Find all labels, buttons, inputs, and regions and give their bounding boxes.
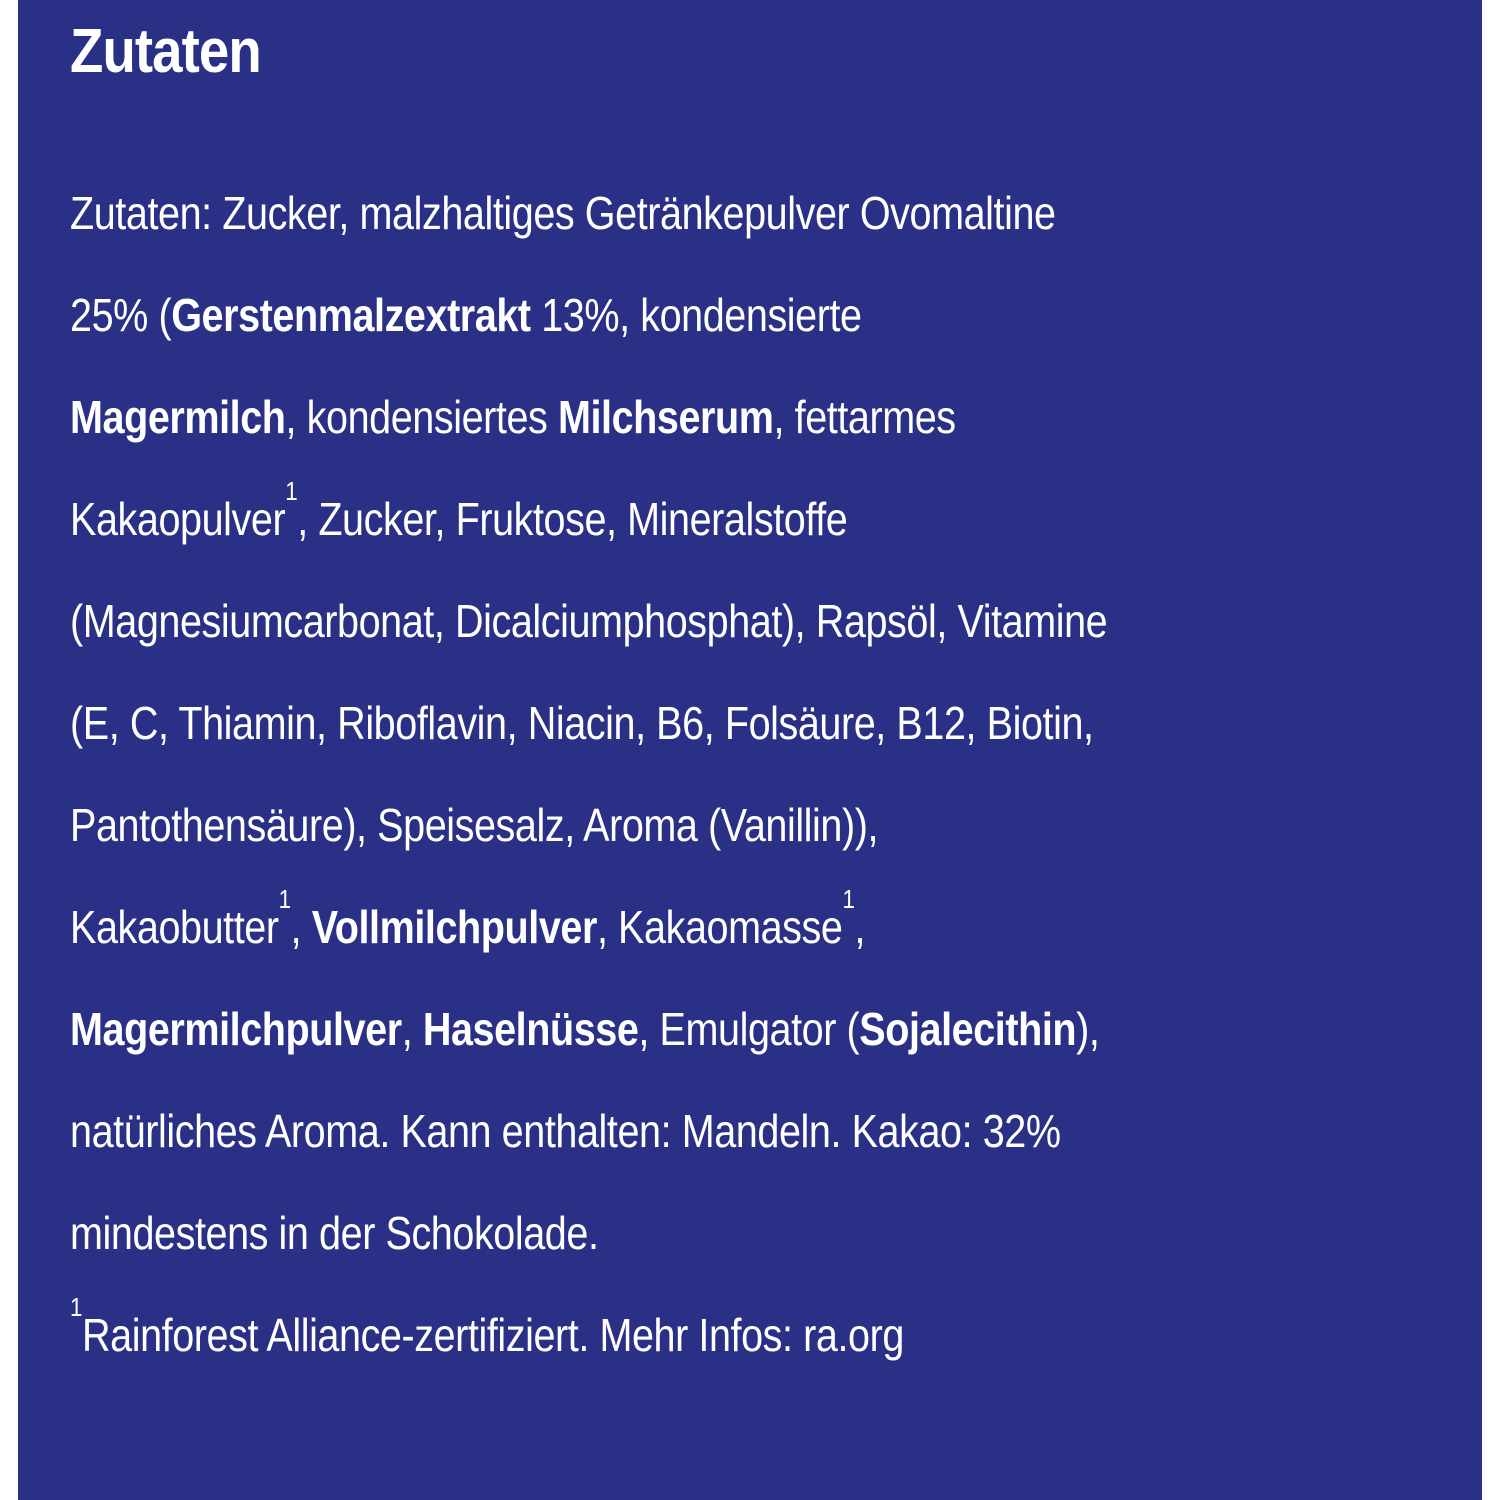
ingredients-line-8 — [70, 876, 1265, 978]
footnote-text: Rainforest Alliance-zertifiziert. Mehr Infos: ra.org — [82, 1309, 904, 1361]
text-run: ), — [1076, 1003, 1100, 1055]
text-run: , — [401, 1003, 423, 1055]
text-run: , — [854, 901, 866, 953]
allergen-highlight: Sojalecithin — [859, 1003, 1077, 1055]
ingredients-line-5 — [70, 570, 1265, 672]
section-heading: Zutaten — [70, 17, 261, 86]
text-run: 13%, kondensierte — [530, 289, 862, 341]
ingredients-line-4 — [70, 468, 1265, 570]
footnote-marker: 1 — [70, 1292, 83, 1322]
text-run: (E, C, Thiamin, Riboflavin, Niacin, B6, Folsäure, B12, Biotin, — [70, 697, 1094, 749]
text-run: 25% ( — [70, 289, 172, 341]
ingredients-line-6 — [70, 672, 1265, 774]
ingredients-text — [70, 162, 1265, 1386]
text-run: , kondensiertes — [285, 391, 558, 443]
allergen-highlight: Magermilchpulver — [70, 1003, 402, 1055]
text-run: , Emulgator ( — [638, 1003, 860, 1055]
allergen-highlight: Gerstenmalzextrakt — [171, 289, 531, 341]
ingredients-line-11 — [70, 1182, 1265, 1284]
text-run: , Kakaomasse — [596, 901, 843, 953]
footnote-marker: 1 — [285, 476, 298, 506]
allergen-highlight: Milchserum — [557, 391, 774, 443]
allergen-highlight: Haselnüsse — [422, 1003, 639, 1055]
ingredients-line-3 — [70, 366, 1265, 468]
text-run: , — [290, 901, 312, 953]
ingredients-panel — [18, 0, 1482, 1500]
footnote-marker: 1 — [842, 884, 855, 914]
ingredients-line-1 — [70, 162, 1265, 264]
allergen-highlight: Magermilch — [70, 391, 286, 443]
footnote-marker: 1 — [278, 884, 291, 914]
text-run: (Magnesiumcarbonat, Dicalciumphosphat), Rapsöl, Vitamine — [70, 595, 1108, 647]
text-run: Pantothensäure), Speisesalz, Aroma (Vanillin)), — [70, 799, 879, 851]
text-run: Kakaopulver — [70, 493, 286, 545]
ingredients-line-10 — [70, 1080, 1265, 1182]
footnote-line — [70, 1284, 1265, 1386]
text-run: , fettarmes — [773, 391, 956, 443]
ingredients-line-9 — [70, 978, 1265, 1080]
ingredients-line-2 — [70, 264, 1265, 366]
ingredients-line-7 — [70, 774, 1265, 876]
text-run: mindestens in der Schokolade. — [70, 1207, 599, 1259]
allergen-highlight: Vollmilchpulver — [311, 901, 597, 953]
text-run: , Zucker, Fruktose, Mineralstoffe — [297, 493, 848, 545]
text-run: Zutaten: Zucker, malzhaltiges Getränkepulver Ovomaltine — [70, 187, 1056, 239]
text-run: natürliches Aroma. Kann enthalten: Mandeln. Kakao: 32% — [70, 1105, 1061, 1157]
text-run: Kakaobutter — [70, 901, 279, 953]
